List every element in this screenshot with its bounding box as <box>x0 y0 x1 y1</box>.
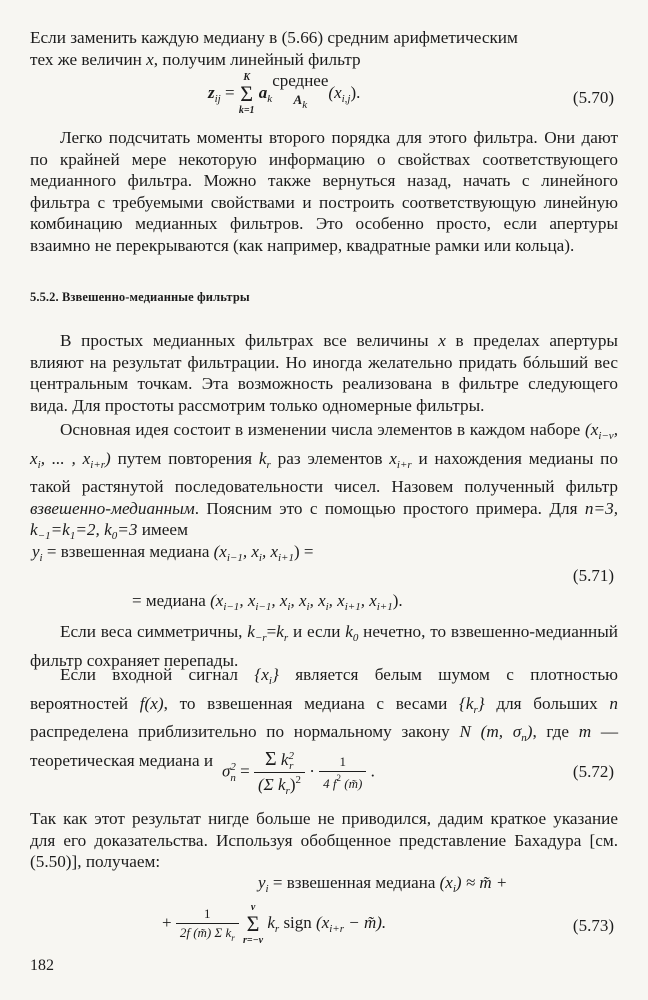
equation-number-5-72: (5.72) <box>572 762 614 781</box>
fraction-weights: Σ k2 r (Σ $k_r)^2$ <box>254 748 305 797</box>
equation-number-5-73: (5.73) <box>572 916 614 935</box>
fraction-density: $\frac{1}{4 f^2 (m̃)}$ <box>319 754 366 792</box>
page-number: 182 <box>30 957 54 974</box>
paragraph-moments: Легко подсчитать моменты второго порядка для этого фильтра. Они дают по крайней мере некоторую информацию о свойствах соответствующего медианного фильтра. Можно также вернуться назад, начать с линейного фильтра с требуемыми свойствами и построить соответствующую линейную комбинацию медианных фильтров. Это особенно просто, если апертуры взаимно не перекрываются (как например, квадратные рамки или кольца). <box>30 128 618 255</box>
paragraph-white-noise: Если входной сигнал $\{x_i\}$ является белым шумом с плотностью вероятностей f(x), то взвешенная медиана с весами $\{k_r\}$ для больших n распределена приблизительно по нормальному закону N (m, $\sigma_n$), где m — теоретическая медиана и <box>30 665 619 770</box>
equation-5-71-line2: = медиана ($x_{i-1}$, $x_{i-1}$, $x_i$, $x_i$, $x_i$, $x_{i+1}$, $x_{i+1}$). <box>132 591 403 613</box>
equation-number-5-71: (5.71) <box>572 566 614 585</box>
paragraph-bahadur: Так как этот результат нигде больше не приводился, дадим краткое указание для его доказательства. Используя обобщенное представление Бахадура [см. (5.50)], получаем: <box>30 809 618 872</box>
paragraph-intro-line1: Если заменить каждую медиану в (5.66) средним арифметическим <box>30 28 518 47</box>
equation-5-73-line1: $y_i$ = взвешенная медиана $(x_i)$ ≈ m̃ + <box>258 873 508 895</box>
paragraph-simple-median: В простых медианных фильтрах все величины x в пределах апертуры влияют на результат фильтрации. Но иногда желательно придать бóльший вес центральным точкам. Эта возможность реализована в фильтре следующего вида. Для простоты рассмотрим только одномерные фильтры. <box>30 331 618 415</box>
equation-number-5-70: (5.70) <box>572 88 614 107</box>
paragraph-symmetric-weights: Если веса симметричны, $k_{-r}=k_r$ и если $k_0$ нечетно, то взвешенно-медианный фильтр сохраняет перепады. <box>30 622 618 670</box>
sum-operator: K Σ k=1 <box>238 72 255 116</box>
equation-5-72: σ2 n = Σ k2 r (Σ $k_r)^2$ · $\frac{1}{4 f^2 (m̃)}$ . <box>222 748 375 798</box>
equation-5-70: $z_{ij}$ = K Σ k=1 $a_kсреднее$ $A_k(x_{i,j})$. <box>208 71 361 116</box>
equation-5-71-line1: $y_i$ = взвешенная медиана ($x_{i-1}$, $x_i$, $x_{i+1}$) = <box>32 542 314 564</box>
paragraph-weighted-idea: Основная идея состоит в изменении числа элементов в каждом наборе ($x_{i-v}$, $x_i$, ... , $x_{i+r}$) путем повторения $k_r$ раз элементов $x_{i+r}$ и нахождения медианы по такой растянутой последовательности чисел. Назовем полученный фильтр взвешенно-медианным. Поясним это с помощью простого примера. Для n=3, $k_{-1}=k_1=2$, $k_0=3$ имеем <box>30 420 618 543</box>
paragraph-intro: Если заменить каждую медиану в (5.66) средним арифметическим тех же величин x, получим линейный фильтр <box>30 28 518 69</box>
section-heading: 5.5.2. Взвешенно-медианные фильтры <box>30 290 250 304</box>
equation-5-73-line2: + $\frac{1}{2f (m̃) \Sigma k_r}$ v Σ r=−v $k_r$ sign ($x_{i+r}$ − m̃). <box>162 902 387 946</box>
sum-operator: v Σ r=−v <box>243 902 264 946</box>
fraction-bahadur: $\frac{1}{2f (m̃) \Sigma k_r}$ <box>176 906 239 943</box>
